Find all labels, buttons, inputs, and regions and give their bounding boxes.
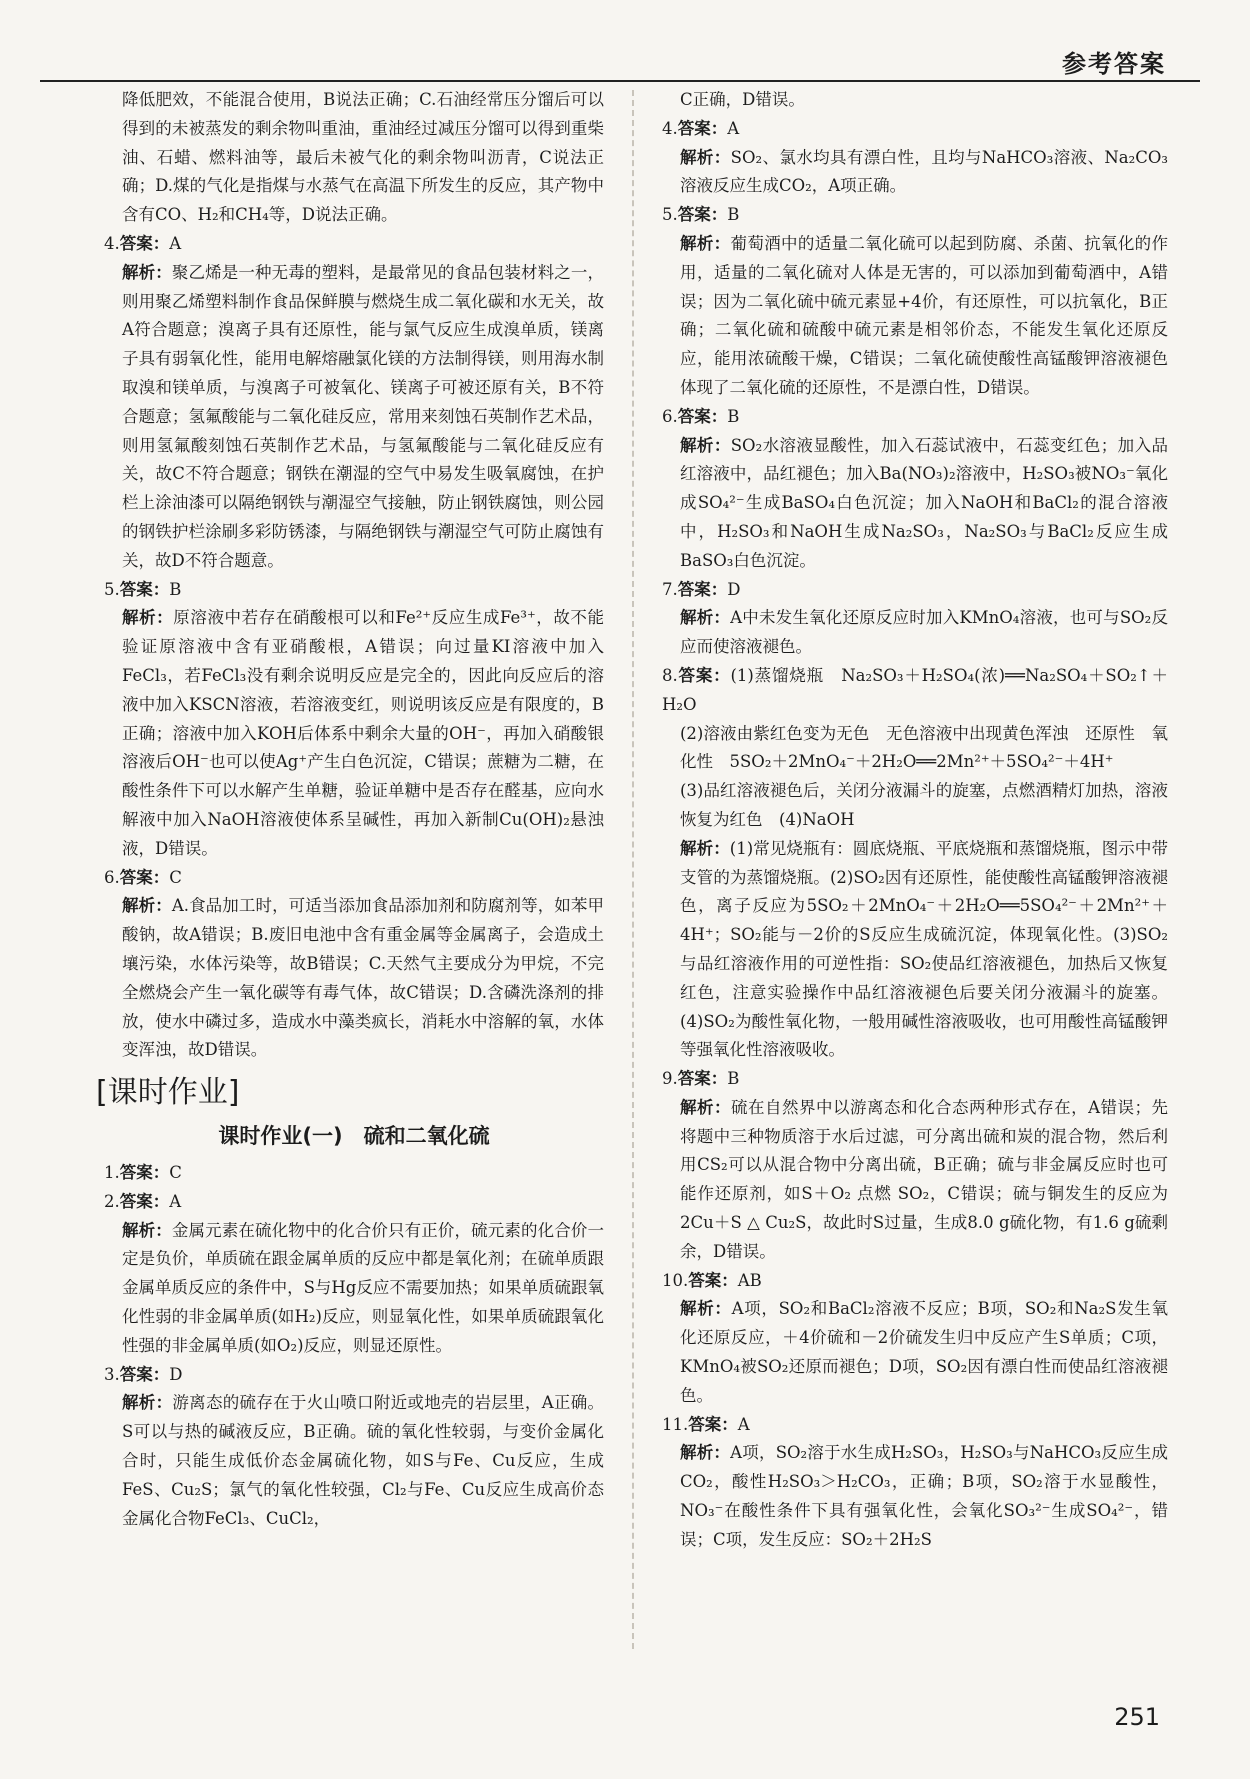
analysis-label: 解析： (680, 233, 731, 253)
analysis-text: 原溶液中若存在硝酸根可以和Fe²⁺反应生成Fe³⁺，故不能验证原溶液中含有亚硝酸根，A错误；向过量KI溶液中加入FeCl₃，若FeCl₃没有剩余说明反应是完全的，因此向反应后的溶液中加入KSCN溶液，若溶液变红，则说明该反应是有限度的，B正确；溶液中加入KOH后体系中剩余大量的OH⁻，再加入硝酸银溶液后OH⁻也可以使Ag⁺产生白色沉淀，C错误；蔗糖为二糖，在酸性条件下可以水解产生单糖，验证单糖中是否存在醛基，应向水解液中加入NaOH溶液使体系呈碱性，再加入新制Cu(OH)₂悬浊液，D错误。 (122, 608, 605, 858)
question-number: 11. (662, 1414, 689, 1434)
question-number: 4. (662, 118, 678, 138)
analysis-label: 解析： (680, 1443, 731, 1463)
question-number: 5. (662, 205, 678, 225)
analysis-text: A项，SO₂溶于水生成H₂SO₃，H₂SO₃与NaHCO₃反应生成CO₂，酸性H₂SO₃＞H₂CO₃，正确；B项，SO₂溶于水显酸性，NO₃⁻在酸性条件下具有强氧化性，会氧化SO₃²⁻生成SO₄²⁻，错误；C项，发生反应：SO₂＋2H₂S (680, 1443, 1168, 1549)
question-7 (662, 576, 1168, 662)
question-number: 6. (662, 406, 678, 426)
analysis-text: SO₂水溶液显酸性，加入石蕊试液中，石蕊变红色；加入品红溶液中，品红褪色；加入Ba(NO₃)₂溶液中，H₂SO₃被NO₃⁻氧化成SO₄²⁻生成BaSO₄白色沉淀；加入NaOH和BaCl₂的混合溶液中，H₂SO₃和NaOH生成Na₂SO₃，Na₂SO₃与BaCl₂反应生成BaSO₃白色沉淀。 (680, 435, 1168, 570)
answer-value: (2)溶液由紫红色变为无色 无色溶液中出现黄色浑浊 还原性 氧化性 5SO₂＋2MnO₄⁻＋2H₂O══2Mn²⁺＋5SO₄²⁻＋4H⁺ (680, 723, 1168, 772)
answer-label: 答案： (677, 579, 728, 599)
answer-value: B (727, 1069, 740, 1089)
analysis-text: A.食品加工时，可适当添加食品添加剂和防腐剂等，如苯甲酸钠，故A错误；B.废旧电池中含有重金属等金属离子，会造成土壤污染，水体污染等，故B错误；C.天然气主要成分为甲烷，不完全燃烧会产生一氧化碳等有毒气体，故C错误；D.含磷洗涤剂的排放，使水中磷过多，造成水中藻类疯长，消耗水中溶解的氧，水体变浑浊，故D错误。 (122, 896, 604, 1060)
analysis-text: 葡萄酒中的适量二氧化硫可以起到防腐、杀菌、抗氧化的作用，适量的二氧化硫对人体是无害的，可以添加到葡萄酒中，A错误；因为二氧化硫中硫元素显+4价，有还原性，可以抗氧化，B正确；二氧化硫和硫酸中硫元素是相邻价态，不能发生氧化还原反应，能用浓硫酸干燥，C错误；二氧化硫使酸性高锰酸钾溶液褪色体现了二氧化硫的还原性，不是漂白性，D错误。 (680, 233, 1169, 397)
lesson-question-3 (104, 1361, 604, 1534)
question-10 (662, 1267, 1168, 1411)
answer-value: A (169, 1191, 182, 1211)
answer-value: C (169, 1163, 182, 1183)
lesson-title: 课时作业(一) 硫和二氧化硫 (218, 1124, 490, 1149)
analysis-label: 解析： (680, 1299, 732, 1319)
analysis-text: SO₂、氯水均具有漂白性，且均与NaHCO₃溶液、Na₂CO₃溶液反应生成CO₂，A项正确。 (680, 147, 1169, 196)
question-number: 8. (662, 665, 678, 685)
answer-value: B (727, 406, 740, 426)
analysis-label: 解析： (122, 896, 172, 916)
analysis-text: 聚乙烯是一种无毒的塑料，是最常见的食品包装材料之一，则用聚乙烯塑料制作食品保鲜膜与燃烧生成二氧化碳和水无关，故A符合题意；溴离子具有还原性，能与氯气反应生成溴单质，镁离子具有弱氧化性，能用电解熔融氯化镁的方法制得镁，则用海水制取溴和镁单质，与溴离子可被氧化、镁离子可被还原有关，B不符合题意；氢氟酸能与二氧化硅反应，常用来刻蚀石英制作艺术品，则用氢氟酸刻蚀石英制作艺术品，与氢氟酸能与二氧化硅反应有关，故C不符合题意；钢铁在潮湿的空气中易发生吸氧腐蚀，在护栏上涂油漆可以隔绝钢铁与潮湿空气接触，防止钢铁腐蚀，则公园的钢铁护栏涂刷多彩防锈漆，与隔绝钢铁与潮湿空气可防止腐蚀有关，故D不符合题意。 (122, 262, 604, 570)
answer-value: (1)蒸馏烧瓶 Na₂SO₃＋H₂SO₄(浓)══Na₂SO₄＋SO₂↑＋H₂O (662, 665, 1168, 714)
answer-value: A (727, 118, 740, 138)
answer-value: A (169, 233, 182, 253)
header-label: 参考答案 (1062, 50, 1166, 78)
answer-label: 答案： (119, 1163, 170, 1183)
answer-label: 答案： (119, 1191, 170, 1211)
analysis-label: 解析： (680, 838, 730, 858)
analysis-label: 解析： (680, 435, 731, 455)
column-divider (632, 90, 634, 1649)
answer-label: 答案： (677, 406, 728, 426)
section-title: [课时作业] (96, 1075, 240, 1111)
question-11 (662, 1411, 1168, 1555)
question-5 (662, 201, 1168, 403)
answer-value: B (727, 205, 740, 225)
answer-value: AB (737, 1270, 762, 1290)
answer-value: C (169, 867, 182, 887)
analysis-text: 游离态的硫存在于火山喷口附近或地壳的岩层里，A正确。S可以与热的碱液反应，B正确。硫的氧化性较弱，与变价金属化合时，只能生成低价态金属硫化物，如S与Fe、Cu反应，生成FeS、Cu₂S；氯气的氧化性较强，Cl₂与Fe、Cu反应生成高价态金属化合物FeCl₃、CuCl₂， (122, 1393, 605, 1528)
question-5 (104, 576, 604, 864)
answer-value: D (727, 579, 741, 599)
answer-value: D (169, 1364, 183, 1384)
question-number: 10. (662, 1270, 689, 1290)
question-6 (662, 403, 1168, 576)
question-number: 5. (104, 579, 120, 599)
analysis-label: 解析： (122, 1393, 173, 1413)
answer-label: 答案： (119, 233, 170, 253)
answer-label: 答案： (677, 1069, 728, 1089)
analysis-text: 硫在自然界中以游离态和化合态两种形式存在，A错误；先将题中三种物质溶于水后过滤，可分离出硫和炭的混合物，然后利用CS₂可以从混合物中分离出硫，B正确；硫与非金属反应时也可能作还原剂，如S＋O₂ 点燃 SO₂，C错误；硫与铜发生的反应为2Cu＋S △ Cu₂S，故此时S过量，生成8.0 g硫化物，有1.6 g硫剩余，D错误。 (680, 1097, 1169, 1261)
analysis-text: 金属元素在硫化物中的化合价只有正价，硫元素的化合价一定是负价，单质硫在跟金属单质的反应中都是氧化剂；在硫单质跟金属单质反应的条件中，S与Hg反应不需要加热；如果单质硫跟氧化性弱的非金属单质(如H₂)反应，则显氧化性，如果单质硫跟氧化性强的非金属单质(如O₂)反应，则显还原性。 (122, 1220, 604, 1355)
question-4 (104, 230, 604, 576)
answer-label: 答案： (119, 1364, 170, 1384)
analysis-label: 解析： (680, 608, 731, 628)
answer-label: 答案： (677, 118, 728, 138)
analysis-label: 解析： (680, 1097, 732, 1117)
answer-value: (3)品红溶液褪色后，关闭分液漏斗的旋塞，点燃酒精灯加热，溶液恢复为红色 (4)NaOH (680, 781, 1168, 829)
analysis-text: (1)常见烧瓶有：圆底烧瓶、平底烧瓶和蒸馏烧瓶，图示中带支管的为蒸馏烧瓶。(2)SO₂因有还原性，能使酸性高锰酸钾溶液褪色，离子反应为5SO₂＋2MnO₄⁻＋2H₂O══5SO₄²⁻＋2Mn²⁺＋4H⁺；SO₂能与－2价的S反应生成硫沉淀，体现氧化性。(3)SO₂与品红溶液作用的可逆性指：SO₂使品红溶液褪色，加热后又恢复红色，注意实验操作中品红溶液褪色后要关闭分液漏斗的旋塞。(4)SO₂为酸性氧化物，一般用碱性溶液吸收，也可用酸性高锰酸钾等强氧化性溶液吸收。 (680, 838, 1168, 1060)
lesson-question-2 (104, 1188, 604, 1361)
continuation-text: 降低肥效，不能混合使用，B说法正确；C.石油经常压分馏后可以得到的未被蒸发的剩余物叫重油，重油经过减压分馏可以得到重柴油、石蜡、燃料油等，最后未被气化的剩余物叫沥青，C说法正确；D.煤的气化是指煤与水蒸气在高温下所发生的反应，其产物中含有CO、H₂和CH₄等，D说法正确。 (122, 90, 604, 225)
analysis-label: 解析： (122, 608, 174, 628)
answer-label: 答案： (688, 1270, 738, 1290)
analysis-label: 解析： (122, 1220, 172, 1240)
answer-value: A (737, 1414, 750, 1434)
analysis-label: 解析： (122, 262, 172, 282)
question-number: 4. (104, 233, 120, 253)
analysis-text: A项，SO₂和BaCl₂溶液不反应；B项，SO₂和Na₂S发生氧化还原反应，＋4价硫和－2价硫发生归中反应产生S单质；C项，KMnO₄被SO₂还原而褪色；D项，SO₂因有漂白性而使品红溶液褪色。 (680, 1299, 1169, 1405)
question-number: 6. (104, 867, 120, 887)
answer-label: 答案： (119, 579, 170, 599)
header-rule (40, 80, 1200, 82)
question-number: 2. (104, 1191, 120, 1211)
question-9 (662, 1065, 1168, 1267)
left-column (96, 86, 605, 1533)
analysis-text: A中未发生氧化还原反应时加入KMnO₄溶液，也可与SO₂反应而使溶液褪色。 (680, 608, 1168, 657)
lesson-question-1 (104, 1159, 604, 1188)
question-number: 3. (104, 1364, 120, 1384)
continuation-text: C正确，D错误。 (680, 90, 805, 109)
answer-label: 答案： (688, 1414, 738, 1434)
right-column (662, 86, 1168, 1555)
analysis-label: 解析： (680, 147, 731, 167)
answer-label: 答案： (677, 665, 731, 685)
answer-label: 答案： (119, 867, 170, 887)
answer-value: B (169, 579, 182, 599)
question-number: 7. (662, 579, 678, 599)
question-6 (104, 864, 604, 1066)
question-4 (662, 115, 1168, 201)
answer-label: 答案： (677, 205, 728, 225)
question-number: 9. (662, 1069, 678, 1089)
question-8 (662, 662, 1168, 1065)
question-number: 1. (104, 1163, 120, 1183)
page-number: 251 (1114, 1703, 1160, 1731)
